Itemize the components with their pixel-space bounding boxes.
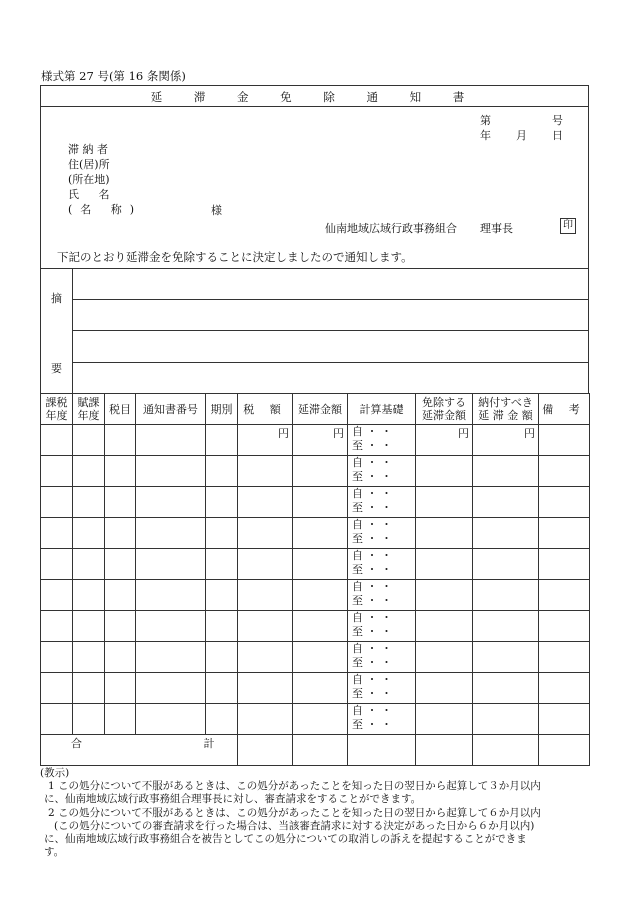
table-row xyxy=(41,487,590,518)
name-label: 氏 名 xyxy=(68,188,118,201)
summary-label-bottom: 要 xyxy=(51,362,62,375)
document-title: 延 滞 金 免 除 通 知 書 xyxy=(150,90,479,104)
header-notice-number: 通知書番号 xyxy=(136,394,206,425)
calc-from: 自 ・ ・ xyxy=(352,456,392,469)
issuer-org: 仙南地域広域行政事務組合 xyxy=(325,222,457,235)
date-day: 日 xyxy=(552,129,563,142)
note-2-line-4: す。 xyxy=(44,846,65,859)
calc-from: 自 ・ ・ xyxy=(352,673,392,686)
notes-heading: (教示) xyxy=(40,767,70,779)
header-exempt-amount: 免除する 延滞金額 xyxy=(416,394,473,425)
calc-basis-cell xyxy=(348,549,416,580)
note-2-line-3: に、仙南地域広域行政事務組合を被告としてこの処分についての取消しの訴えを提起することができま xyxy=(44,833,527,846)
total-label-left: 合 xyxy=(71,737,82,750)
calc-basis-cell xyxy=(348,673,416,704)
instructions-notes xyxy=(40,767,600,859)
header-payable-amount: 納付すべき 延 滞 金 額 xyxy=(473,394,539,425)
calc-from: 自 ・ ・ xyxy=(352,549,392,562)
calc-from: 自 ・ ・ xyxy=(352,642,392,655)
calc-from: 自 ・ ・ xyxy=(352,425,392,438)
note-2-line-2: (この処分についての審査請求を行った場合は、当該審査請求に対する決定があった日から６か月以内) xyxy=(54,819,535,832)
corp-name-label: (名 称) xyxy=(68,203,143,216)
header-tax-year: 課税 年度 xyxy=(41,394,73,425)
honorific: 様 xyxy=(211,204,222,217)
table-row xyxy=(41,673,590,704)
calc-basis-cell xyxy=(348,611,416,642)
total-row xyxy=(41,735,590,766)
calc-to: 至 ・ ・ xyxy=(352,501,392,514)
note-1-line-2: に、仙南地域広域行政事務組合理事長に対し、審査請求をすることができます。 xyxy=(44,793,422,806)
total-label-cell xyxy=(41,735,238,766)
calc-basis-cell xyxy=(348,518,416,549)
calc-basis-cell xyxy=(348,580,416,611)
calc-to: 至 ・ ・ xyxy=(352,594,392,607)
header-calc-basis: 計算基礎 xyxy=(348,394,416,425)
form-frame xyxy=(40,85,589,394)
recipient-block xyxy=(68,142,142,217)
calc-basis-cell xyxy=(348,456,416,487)
summary-label-top: 摘 xyxy=(51,292,62,305)
table-row xyxy=(41,704,590,735)
table-row xyxy=(41,518,590,549)
table-row xyxy=(41,425,590,456)
doc-number-suffix: 号 xyxy=(552,114,563,127)
yen-unit: 円 xyxy=(293,425,348,456)
calc-from: 自 ・ ・ xyxy=(352,518,392,531)
form-number: 様式第 27 号(第 16 条関係) xyxy=(41,69,186,83)
yen-unit: 円 xyxy=(416,425,473,456)
calc-to: 至 ・ ・ xyxy=(352,718,392,731)
table-row xyxy=(41,456,590,487)
calc-to: 至 ・ ・ xyxy=(352,656,392,669)
calc-from: 自 ・ ・ xyxy=(352,611,392,624)
table-header-row xyxy=(41,394,590,425)
note-1-line-1: 1 この処分について不服があるときは、この処分があったことを知った日の翌日から起算して３か月以内 xyxy=(48,780,541,793)
calc-to: 至 ・ ・ xyxy=(352,625,392,638)
header-tax-amount: 税 額 xyxy=(238,394,293,425)
address-label: 住(居)所 xyxy=(68,158,110,171)
statement-text: 下記のとおり延滞金を免除することに決定しましたので通知します。 xyxy=(57,250,413,264)
total-label-right: 計 xyxy=(203,737,215,750)
delinquent-label: 滞 納 者 xyxy=(68,143,108,156)
location-label: (所在地) xyxy=(68,173,110,186)
calc-basis-cell xyxy=(348,425,416,456)
header-levy-year: 賦課 年度 xyxy=(73,394,105,425)
calc-to: 至 ・ ・ xyxy=(352,563,392,576)
calc-from: 自 ・ ・ xyxy=(352,704,392,717)
table-row xyxy=(41,580,590,611)
calc-from: 自 ・ ・ xyxy=(352,487,392,500)
header-period: 期別 xyxy=(206,394,238,425)
seal-mark: 印 xyxy=(560,218,576,234)
calc-basis-cell xyxy=(348,487,416,518)
yen-unit: 円 xyxy=(238,425,293,456)
table-row xyxy=(41,549,590,580)
header-remarks: 備 考 xyxy=(539,394,590,425)
yen-unit: 円 xyxy=(473,425,539,456)
date-month: 月 xyxy=(516,129,527,142)
header-late-fee: 延滞金額 xyxy=(293,394,348,425)
calc-from: 自 ・ ・ xyxy=(352,580,392,593)
calc-to: 至 ・ ・ xyxy=(352,687,392,700)
calc-to: 至 ・ ・ xyxy=(352,470,392,483)
table-row xyxy=(41,611,590,642)
calc-basis-cell xyxy=(348,704,416,735)
doc-number-label: 第 xyxy=(480,114,491,127)
table-row xyxy=(41,642,590,673)
calc-to: 至 ・ ・ xyxy=(352,439,392,452)
date-year: 年 xyxy=(480,129,491,142)
note-2-line-1: 2 この処分について不服があるときは、この処分があったことを知った日の翌日から起算して６か月以内 xyxy=(48,806,541,819)
issuer-title: 理事長 xyxy=(480,222,513,235)
header-tax-item: 税目 xyxy=(105,394,136,425)
detail-table xyxy=(40,393,590,766)
calc-basis-cell xyxy=(348,642,416,673)
calc-to: 至 ・ ・ xyxy=(352,532,392,545)
